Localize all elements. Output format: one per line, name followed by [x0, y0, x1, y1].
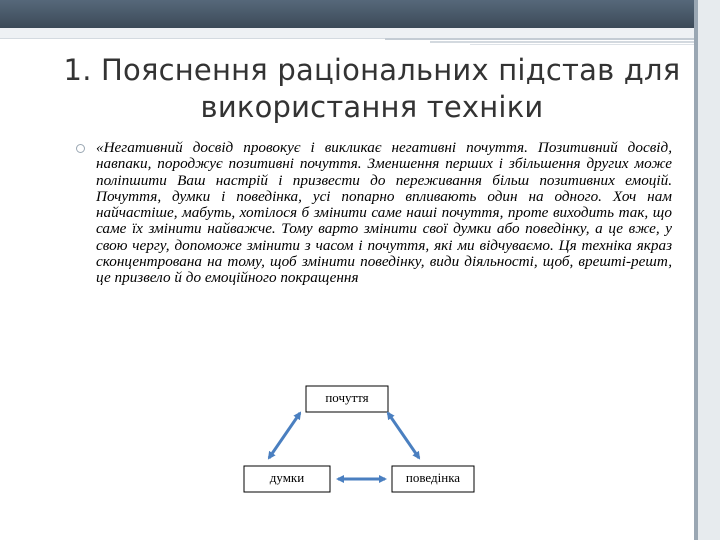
arrow-feelings-behavior — [388, 413, 419, 458]
behavior-label: поведінка — [405, 470, 461, 485]
thoughts-label: думки — [269, 470, 305, 485]
feelings-label: почуття — [325, 390, 369, 405]
slide-body-text: «Негативний досвід провокує і викликає негативні почуття. Позитивний досвід, навпаки, породжує позитивні почуття. Зменшення перших і збільшення других може поліпшити Ваш настрій і призвести до переживання більш позитивних емоцій. Почуття, думки і поведінка, усі попарно впливають один на одного. Хоч нам найчастіше, мабуть, хотілося б змінити саме наші почуття, проте виходить так, що саме їх змінити найважче. Тому варто змінити свої думки або поведінку, а це вже, у свою чергу, допоможе змінити з часом і почуття, які ми відчуваємо. Ця техніка якраз сконцентрована на тому, щоб змінити поведінку, види діяльності, щоб, врешті-решт, це призвело й до емоційного покращення — [96, 139, 672, 287]
slide-title: 1. Пояснення раціональних підстав для використання техніки — [63, 53, 681, 124]
arrow-feelings-thoughts — [269, 413, 300, 458]
